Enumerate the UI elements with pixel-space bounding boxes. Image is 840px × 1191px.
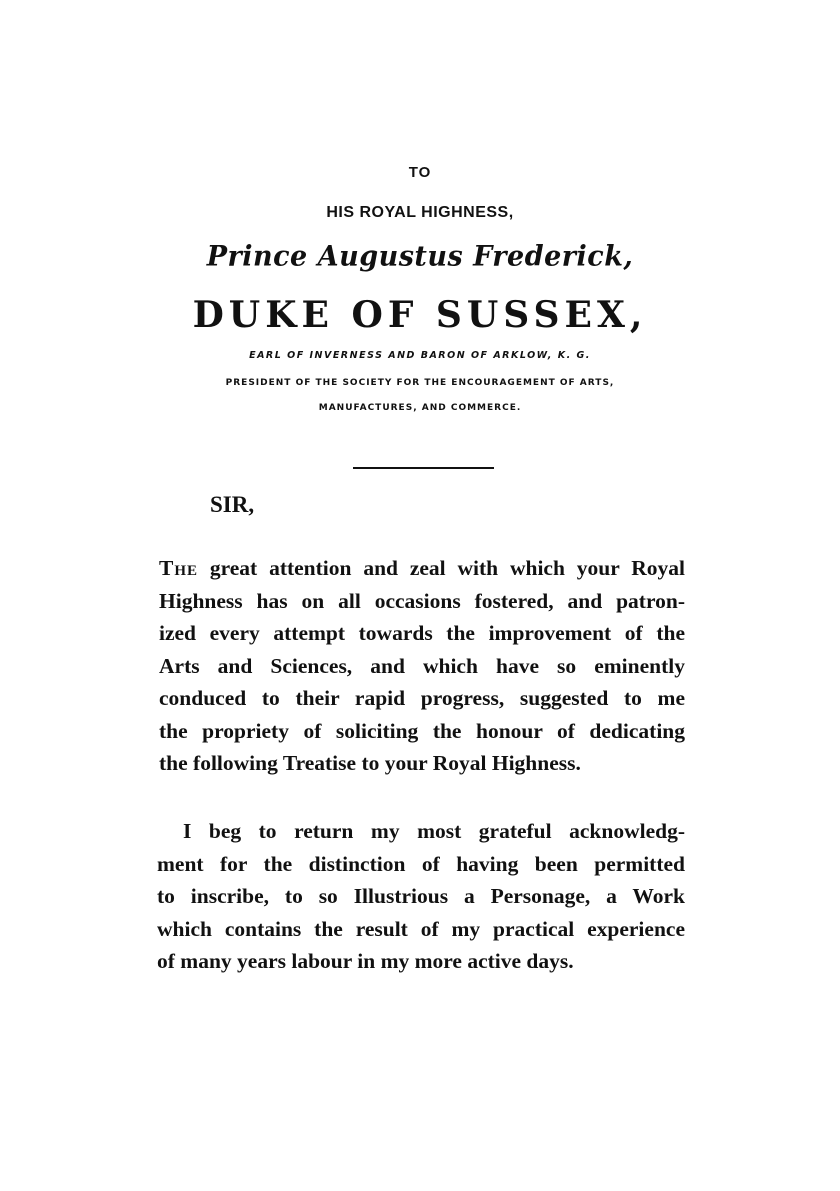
paragraph-1-line: Arts and Sciences, and which have so eminently [159,653,685,678]
paragraph-2-line: I beg to return my most grateful acknowledg- [183,819,685,843]
paragraph-1-line: Highness has on all occasions fostered, and patron- [159,588,685,613]
royal-highness-heading: HIS ROYAL HIGHNESS, [326,204,514,221]
prince-name-heading: Prince Augustus Frederick, [206,240,634,273]
divider-rule [353,467,494,469]
salutation: SIR, [210,492,255,517]
paragraph-2-line: to inscribe, to so Illustrious a Personage, a Work [157,884,685,908]
paragraph-1-line: the propriety of soliciting the honour of dedicating [159,718,685,743]
paragraph-1-line-text: great attention and zeal with which your Royal [198,556,685,580]
paragraph-1-first-word: The [159,556,199,580]
president-title-line-1: PRESIDENT OF THE SOCIETY FOR THE ENCOURAGEMENT OF ARTS, [225,378,615,388]
president-title-line-2: MANUFACTURES, AND COMMERCE. [318,403,522,413]
duke-title-heading: DUKE OF SUSSEX, [192,294,648,336]
paragraph-1-line: ized every attempt towards the improvement of the [159,621,685,645]
paragraph-1-line [159,552,685,585]
dedication-paragraph-2 [157,815,685,978]
earl-title-line: EARL OF INVERNESS AND BARON OF ARKLOW, K. G. [249,350,591,361]
paragraph-2-line: which contains the result of my practical experience [157,916,685,941]
dedication-paragraph-1 [159,552,685,780]
paragraph-2-line: of many years labour in my more active days. [157,949,574,973]
dedication-to: TO [408,164,432,181]
paragraph-1-line: the following Treatise to your Royal Highness. [159,751,581,775]
paragraph-2-line: ment for the distinction of having been permitted [157,851,685,876]
paragraph-1-line: conduced to their rapid progress, suggested to me [159,686,685,710]
